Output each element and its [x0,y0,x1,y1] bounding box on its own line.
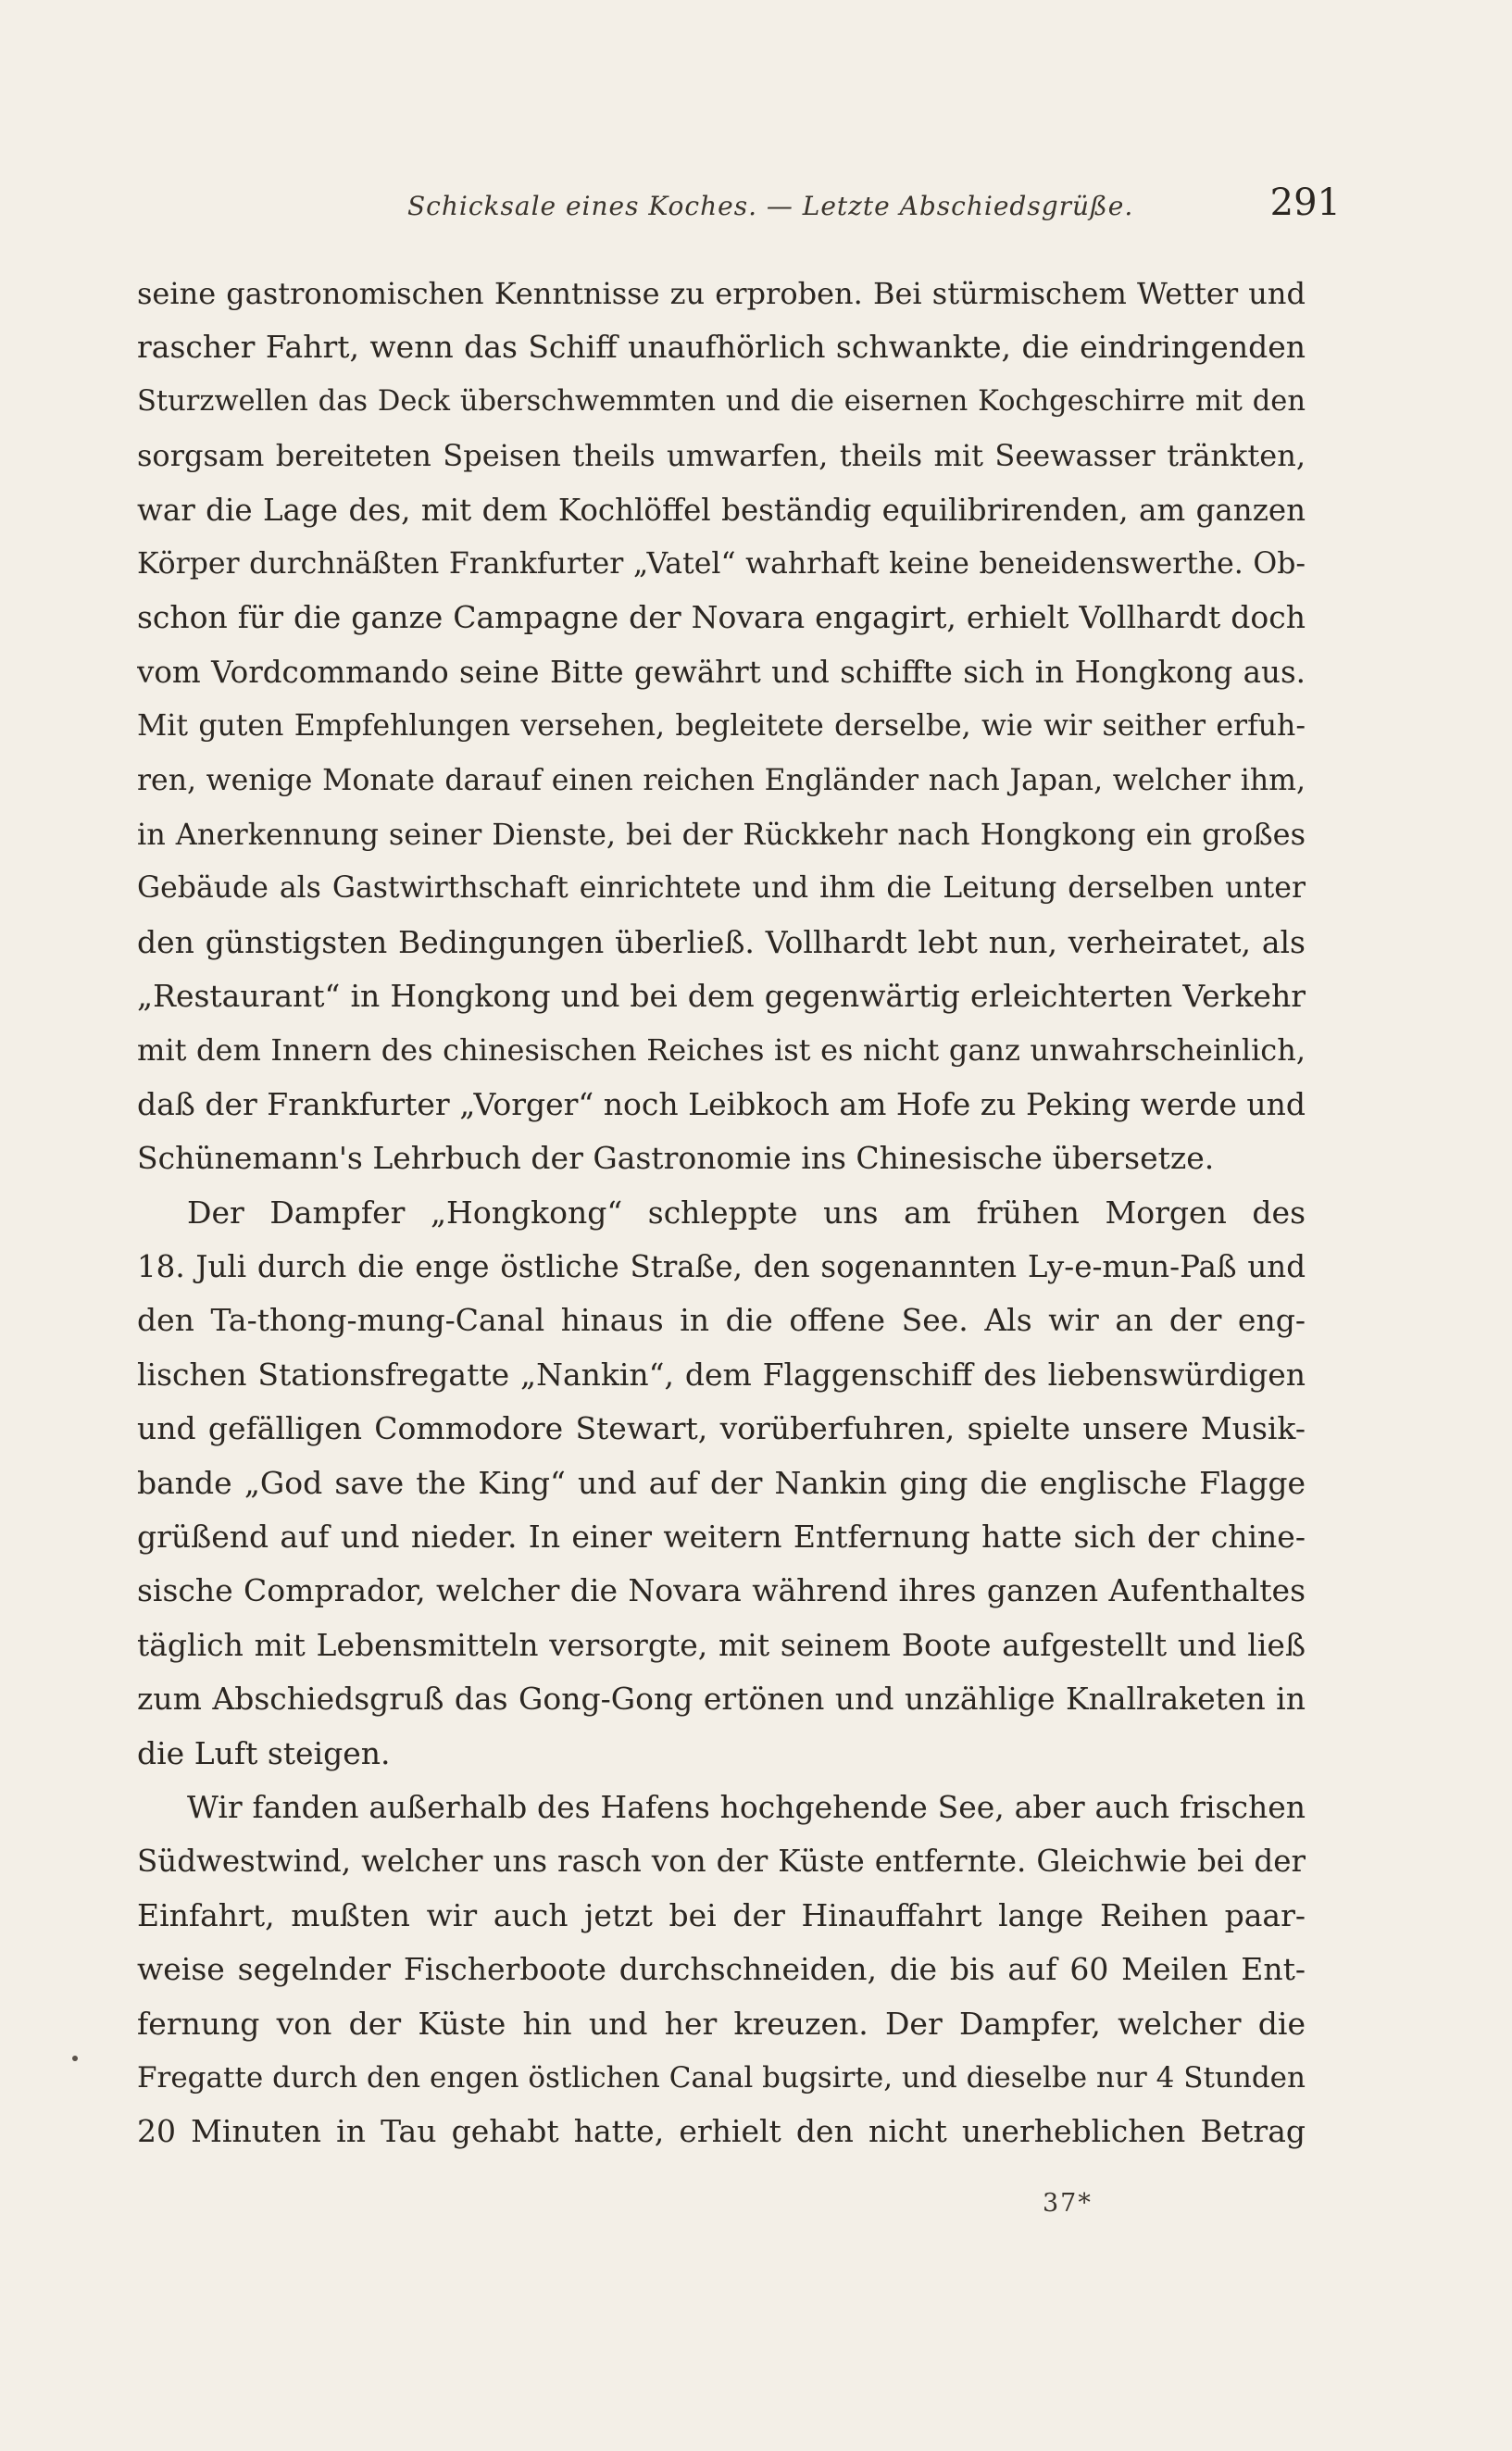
text-line: 20 Minuten in Tau gehabt hatte, erhielt den nicht unerheblichen Betrag [137,2113,1306,2150]
text-line: Mit guten Empfehlungen versehen, begleitete derselbe, wie wir seither erfuh- [137,709,1306,744]
text-line: rascher Fahrt, wenn das Schiff unaufhörlich schwankte, die eindringenden [137,329,1306,366]
text-line: sorgsam bereiteten Speisen theils umwarfen, theils mit Seewasser tränkten, [137,438,1306,474]
text-line: daß der Frankfurter „Vorger“ noch Leibkoch am Hofe zu Peking werde und [137,1085,1306,1122]
text-line: vom Vordcommando seine Bitte gewährt und schiffte sich in Hongkong aus. [137,654,1306,690]
text-line: Gebäude als Gastwirthschaft einrichtete und ihm die Leitung derselben unter [137,871,1306,906]
margin-mark [72,2056,78,2061]
text-line: Fregatte durch den engen östlichen Canal bugsirte, und dieselbe nur 4 Stunden [137,2060,1306,2095]
text-line: weise segelnder Fischerboote durchschneiden, die bis auf 60 Meilen Ent- [137,1951,1306,1988]
paragraph [137,1781,1306,2159]
page-number: 291 [1269,181,1341,224]
text-line: den Ta-thong-mung-Canal hinaus in die offene See. Als wir an der eng- [137,1302,1306,1339]
text-line: Einfahrt, mußten wir auch jetzt bei der Hinauffahrt lange Reihen paar- [137,1896,1306,1933]
text-line: täglich mit Lebensmitteln versorgte, mit seinem Boote aufgestellt und ließ [137,1626,1306,1663]
text-line: ren, wenige Monate darauf einen reichen Engländer nach Japan, welcher ihm, [137,763,1306,797]
text-line: bande „God save the King“ und auf der Nankin ging die englische Flagge [137,1464,1306,1501]
text-line: Schünemann's Lehrbuch der Gastronomie ins Chinesische übersetze. [137,1140,1215,1177]
text-line: zum Abschiedsgruß das Gong-Gong ertönen und unzählige Knallraketen in [137,1681,1306,1718]
text-line: Südwestwind, welcher uns rasch von der Küste entfernte. Gleichwie bei der [137,1844,1306,1880]
text-line: war die Lage des, mit dem Kochlöffel beständig equilibrirenden, am ganzen [137,492,1306,528]
body-text [137,267,1306,2159]
text-line: Sturzwellen das Deck überschwemmten und die eisernen Kochgeschirre mit den [137,384,1306,418]
text-line: fernung von der Küste hin und her kreuzen. Der Dampfer, welcher die [137,2005,1306,2042]
running-head: Schicksale eines Koches. — Letzte Abschiedsgrüße. [407,191,1134,221]
text-line: die Luft steigen. [137,1734,391,1771]
paragraph [137,1186,1306,1781]
signature-mark: 37* [1043,2189,1093,2218]
text-line: grüßend auf und nieder. In einer weitern Entfernung hatte sich der chine- [137,1518,1306,1555]
text-line: lischen Stationsfregatte „Nankin“, dem Flaggenschiff des liebenswürdigen [137,1356,1306,1393]
text-line: mit dem Innern des chinesischen Reiches ist es nicht ganz unwahrscheinlich, [137,1032,1306,1069]
text-line: den günstigsten Bedingungen überließ. Vollhardt lebt nun, verheiratet, als [137,923,1306,960]
text-line: Wir fanden außerhalb des Hafens hochgehende See, aber auch frischen [187,1788,1306,1825]
text-line: Körper durchnäßten Frankfurter „Vatel“ wahrhaft keine beneidenswerthe. Ob- [137,546,1306,581]
text-line: und gefälligen Commodore Stewart, vorüberfuhren, spielte unsere Musik- [137,1410,1306,1447]
text-line: seine gastronomischen Kenntnisse zu erproben. Bei stürmischem Wetter und [137,276,1306,311]
text-line: sische Comprador, welcher die Novara während ihres ganzen Aufenthaltes [137,1572,1306,1609]
paragraph [137,267,1306,1186]
text-line: Der Dampfer „Hongkong“ schleppte uns am frühen Morgen des [187,1194,1306,1231]
text-line: 18. Juli durch die enge östliche Straße, den sogenannten Ly-e-mun-Paß und [137,1249,1306,1285]
text-line: „Restaurant“ in Hongkong und bei dem gegenwärtig erleichterten Verkehr [137,978,1306,1015]
text-line: in Anerkennung seiner Dienste, bei der Rückkehr nach Hongkong ein großes [137,816,1306,852]
text-line: schon für die ganze Campagne der Novara engagirt, erhielt Vollhardt doch [137,599,1306,636]
